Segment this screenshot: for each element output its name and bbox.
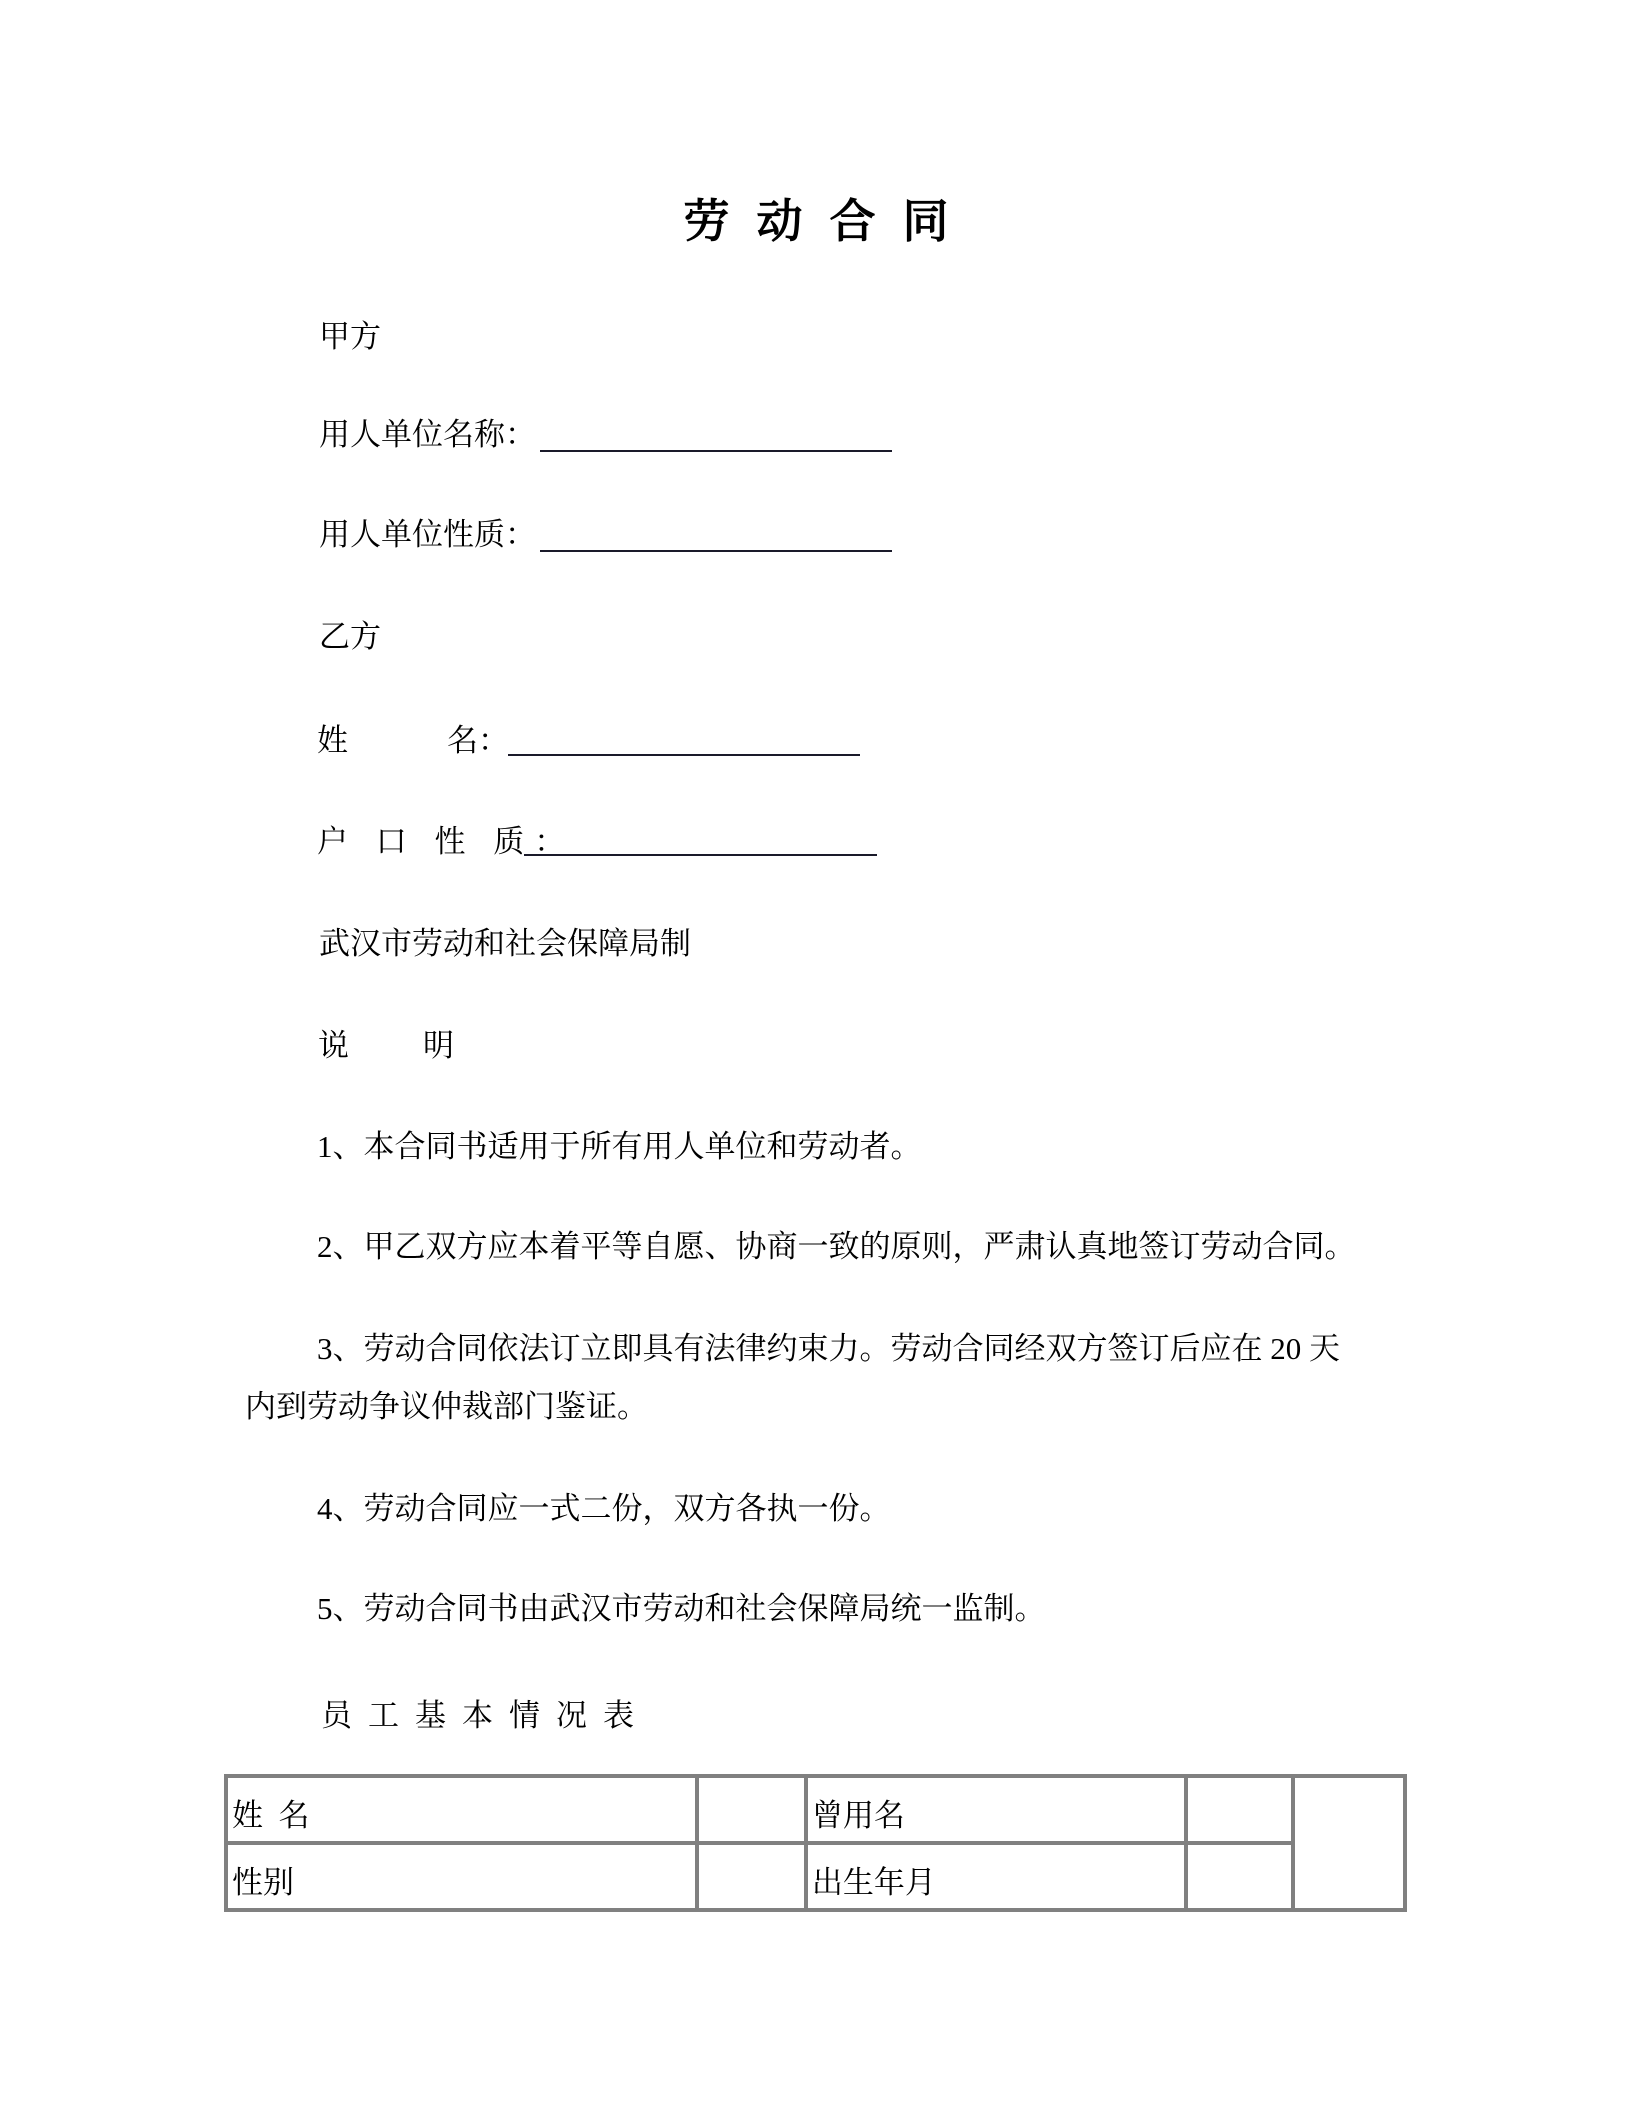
table-label-former-name-text: 曾用名 <box>811 1798 905 1833</box>
table-label-former-name <box>806 1776 1186 1843</box>
table-label-gender-text: 性别 <box>232 1865 294 1900</box>
party-a-heading: 甲方 <box>319 319 381 354</box>
table-label-birth-date-text: 出生年月 <box>811 1865 936 1900</box>
notes-heading-first: 说 <box>318 1028 349 1063</box>
employee-name-label-first: 姓 <box>317 723 348 758</box>
table-value-former-name[interactable] <box>1186 1776 1294 1843</box>
employee-table-heading: 员工基本情况表 <box>321 1698 650 1733</box>
table-value-birth-date[interactable] <box>1186 1843 1294 1910</box>
table-value-name[interactable] <box>697 1776 806 1843</box>
note-item-4: 4、劳动合同应一式二份，双方各执一份。 <box>317 1491 891 1526</box>
table-row <box>226 1843 1405 1910</box>
employee-name-field[interactable] <box>508 754 860 756</box>
note-item-3-continuation: 内到劳动争议仲裁部门鉴证。 <box>245 1389 648 1424</box>
party-b-heading: 乙方 <box>319 619 381 654</box>
note-item-3: 3、劳动合同依法订立即具有法律约束力。劳动合同经双方签订后应在 20 天 <box>317 1331 1340 1366</box>
employee-info-table <box>224 1774 1407 1912</box>
table-label-name-text: 姓 名 <box>232 1798 310 1833</box>
table-value-gender[interactable] <box>697 1843 806 1910</box>
table-row <box>226 1776 1405 1843</box>
employer-type-field[interactable] <box>540 550 892 552</box>
issuer-text: 武汉市劳动和社会保障局制 <box>319 926 691 961</box>
employer-name-label: 用人单位名称： <box>319 417 536 452</box>
hukou-field[interactable] <box>524 854 877 856</box>
table-label-name <box>226 1776 697 1843</box>
note-item-2: 2、甲乙双方应本着平等自愿、协商一致的原则，严肃认真地签订劳动合同。 <box>317 1229 1356 1264</box>
document-title: 劳动合同 <box>683 196 976 247</box>
table-label-birth-date <box>806 1843 1186 1910</box>
table-photo-cell[interactable] <box>1293 1776 1405 1910</box>
note-item-5: 5、劳动合同书由武汉市劳动和社会保障局统一监制。 <box>317 1591 1046 1626</box>
table-label-gender <box>226 1843 697 1910</box>
employer-name-field[interactable] <box>540 450 892 452</box>
notes-heading-second: 明 <box>423 1028 454 1063</box>
employee-name-label-second: 名： <box>447 723 509 758</box>
hukou-label: 户 口 性 质： <box>317 824 576 859</box>
employer-type-label: 用人单位性质： <box>319 517 536 552</box>
note-item-1: 1、本合同书适用于所有用人单位和劳动者。 <box>317 1129 922 1164</box>
